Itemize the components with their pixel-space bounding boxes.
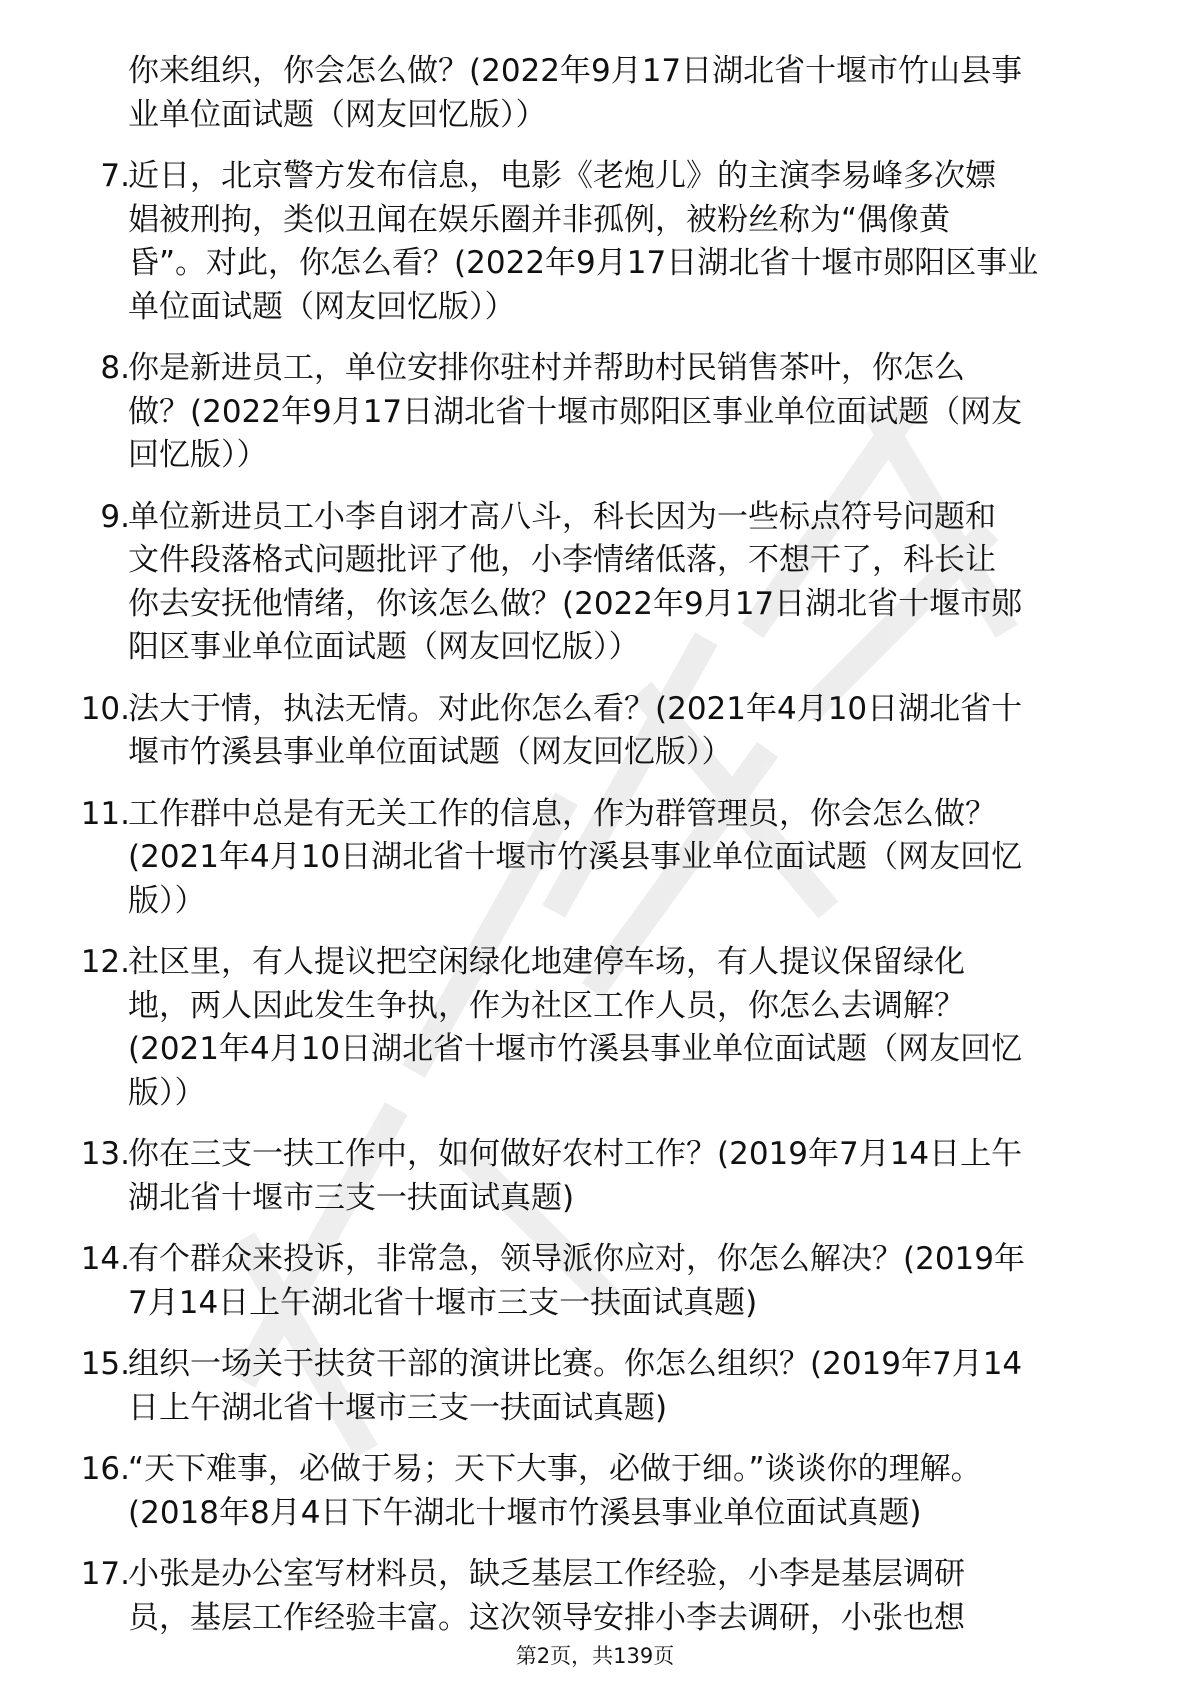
list-item: [0, 496, 1190, 670]
item-text: 你来组织，你会怎么做？(2022年9月17日湖北省十堰市竹山县事 业单位面试题（网友回忆版））: [128, 53, 1023, 133]
item-number: 10.: [80, 690, 130, 727]
item-number: 9.: [100, 498, 130, 535]
list-item: [0, 1448, 1190, 1535]
item-number: 16.: [80, 1451, 130, 1487]
item-text: 你在三支一扶工作中，如何做好农村工作？(2019年7月14日上午 湖北省十堰市三支一扶面试真题): [128, 1136, 1023, 1216]
item-text: 近日，北京警方发布信息，电影《老炮儿》的主演李易峰多次嫖 娼被刑拘，类似丑闻在娱乐圈并非孤例，被粉丝称为“偶像黄 昏”。对此，你怎么看？(2022年9月17日湖北省十堰市郧阳区事业 单位面试题（网友回忆版））: [128, 158, 1039, 325]
question-list: [0, 50, 1190, 1658]
item-text: 工作群中总是有无关工作的信息，作为群管理员，你会怎么做？ (2021年4月10日湖北省十堰市竹溪县事业单位面试题（网友回忆 版））: [128, 795, 1023, 919]
item-text: 有个群众来投诉，非常急，领导派你应对，你怎么解决？(2019年 7月14日上午湖北省十堰市三支一扶面试真题): [128, 1241, 1025, 1321]
item-text: “天下难事，必做于易；天下大事，必做于细。”谈谈你的理解。 (2018年8月4日下午湖北十堰市竹溪县事业单位面试真题): [128, 1451, 982, 1531]
item-text: 组织一场关于扶贫干部的演讲比赛。你怎么组织？(2019年7月14 日上午湖北省十堰市三支一扶面试真题): [128, 1346, 1023, 1426]
list-item: [0, 688, 1190, 775]
item-text: 你是新进员工，单位安排你驻村并帮助村民销售茶叶，你怎么 做？(2022年9月17日湖北省十堰市郧阳区事业单位面试题（网友 回忆版））: [128, 350, 1023, 473]
list-item: [0, 50, 1190, 137]
list-item: [0, 793, 1190, 924]
item-number: 12.: [80, 944, 130, 980]
item-text: 社区里，有人提议把空闲绿化地建停车场，有人提议保留绿化 地，两人因此发生争执，作为社区工作人员，你怎么去调解？ (2021年4月10日湖北省十堰市竹溪县事业单位面试题（网友回忆 版））: [128, 944, 1023, 1111]
item-number: 17.: [80, 1556, 130, 1592]
item-number: 14.: [80, 1241, 130, 1277]
item-number: 8.: [100, 350, 130, 386]
item-text: 小张是办公室写材料员，缺乏基层工作经验，小李是基层调研 员，基层工作经验丰富。这次领导安排小李去调研，小张也想: [128, 1556, 965, 1636]
list-item: [0, 347, 1190, 478]
list-item: [0, 941, 1190, 1115]
item-text: 法大于情，执法无情。对此你怎么看？(2021年4月10日湖北省十 堰市竹溪县事业单位面试题（网友回忆版））: [128, 690, 1023, 770]
list-item: [0, 1343, 1190, 1430]
item-number: 11.: [80, 795, 130, 832]
list-item: [0, 155, 1190, 329]
item-number: 15.: [80, 1346, 130, 1382]
item-number: 13.: [80, 1136, 130, 1172]
page-footer: 第2页，共139页: [515, 1644, 675, 1668]
list-item: [0, 1133, 1190, 1220]
list-item: [0, 1238, 1190, 1325]
item-text: 单位新进员工小李自诩才高八斗，科长因为一些标点符号问题和 文件段落格式问题批评了他，小李情绪低落，不想干了，科长让 你去安抚他情绪，你该怎么做？(2022年9月17日湖北省十堰市郧 阳区事业单位面试题（网友回忆版））: [128, 498, 1023, 665]
list-item: [0, 1553, 1190, 1640]
item-number: 7.: [100, 158, 130, 194]
